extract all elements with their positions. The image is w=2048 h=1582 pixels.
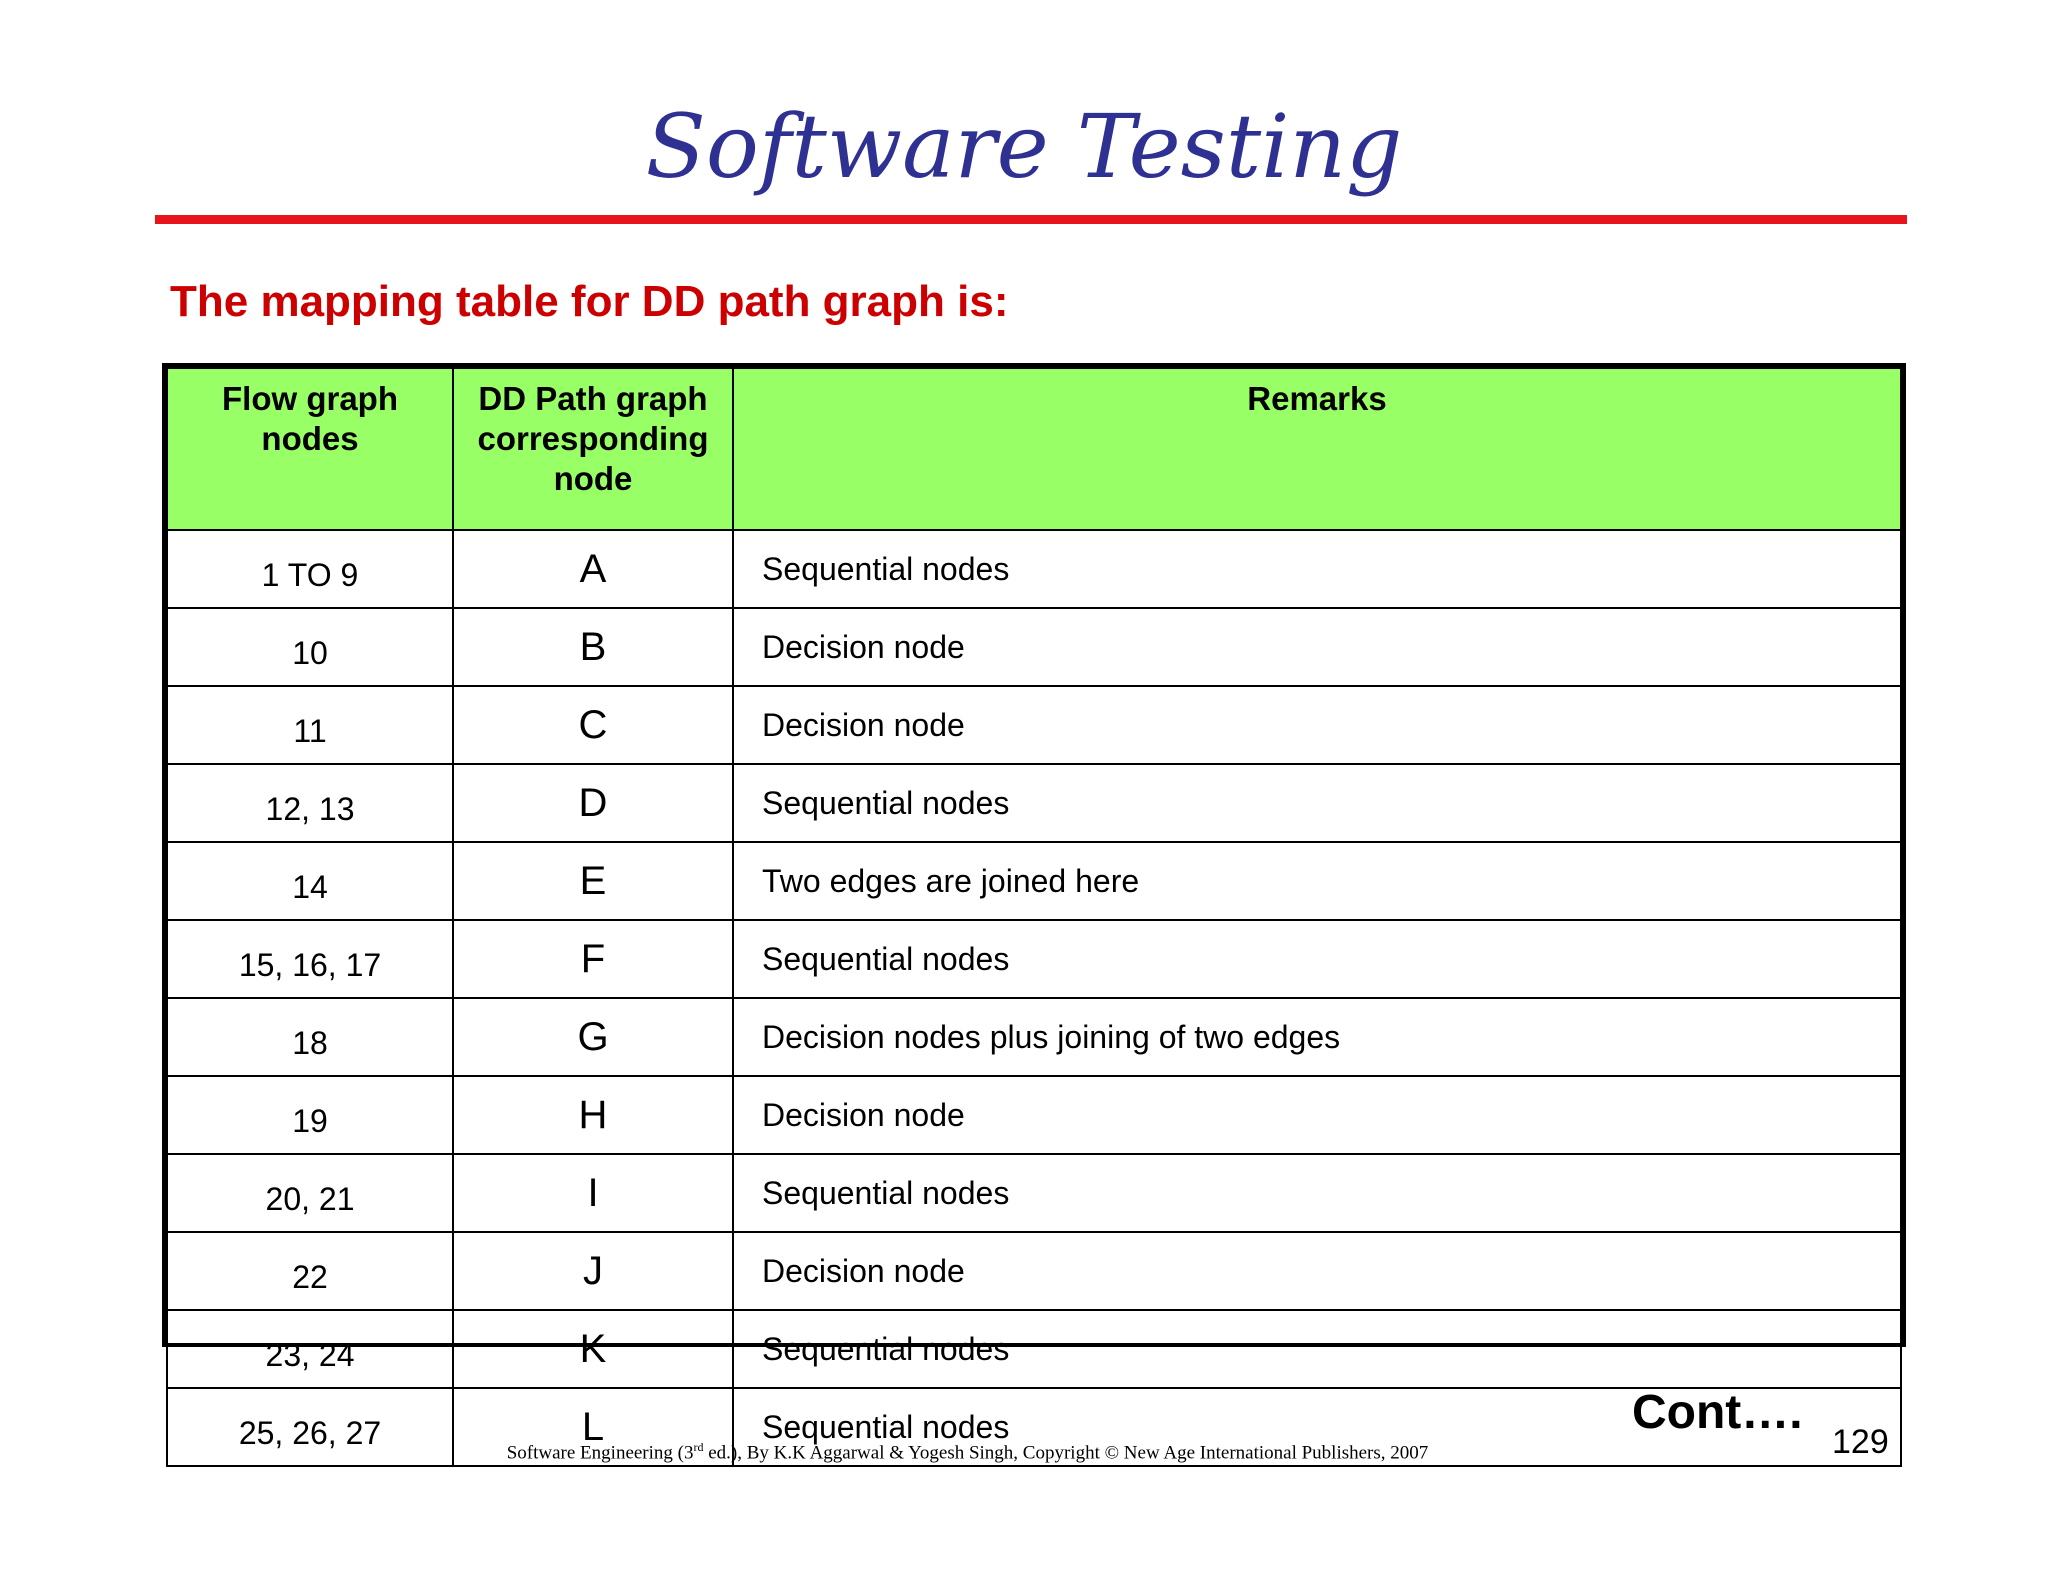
remarks-cell: Two edges are joined here	[733, 842, 1901, 920]
flow-graph-nodes-cell: 10	[167, 608, 453, 686]
table-row	[167, 1076, 1901, 1154]
header-dd-path-node: DD Path graph corresponding node	[453, 368, 733, 530]
continued-label: Cont….	[1632, 1386, 1803, 1439]
mapping-table	[166, 367, 1902, 1467]
footer-text-end: ed.), By K.K Aggarwal & Yogesh Singh, Copyright © New Age International Publishers, 2007	[703, 1442, 1429, 1464]
dd-path-node-cell: E	[453, 842, 733, 920]
table-row	[167, 530, 1901, 608]
table-row	[167, 1232, 1901, 1310]
dd-path-node-cell: F	[453, 920, 733, 998]
remarks-cell: Decision nodes plus joining of two edges	[733, 998, 1901, 1076]
remarks-cell: Sequential nodes	[733, 1154, 1901, 1232]
dd-path-node-cell: L	[453, 1388, 733, 1466]
dd-path-node-cell: C	[453, 686, 733, 764]
remarks-cell: Sequential nodes	[733, 920, 1901, 998]
flow-graph-nodes-cell: 1 TO 9	[167, 530, 453, 608]
slide-title: Software Testing	[645, 95, 1403, 198]
dd-path-node-cell: B	[453, 608, 733, 686]
flow-graph-nodes-cell: 15, 16, 17	[167, 920, 453, 998]
remarks-cell: Sequential nodes	[733, 530, 1901, 608]
table-caption: The mapping table for DD path graph is:	[170, 277, 1009, 326]
table-row	[167, 608, 1901, 686]
header-remarks: Remarks	[733, 368, 1901, 530]
table-row	[167, 842, 1901, 920]
flow-graph-nodes-cell: 25, 26, 27	[167, 1388, 453, 1466]
table-row	[167, 1154, 1901, 1232]
table-row	[167, 998, 1901, 1076]
remarks-cell: Sequential nodes	[733, 764, 1901, 842]
flow-graph-nodes-cell: 11	[167, 686, 453, 764]
flow-graph-nodes-cell: 12, 13	[167, 764, 453, 842]
table-row	[167, 686, 1901, 764]
dd-path-node-cell: G	[453, 998, 733, 1076]
remarks-cell: Decision node	[733, 1076, 1901, 1154]
remarks-cell: Decision node	[733, 686, 1901, 764]
flow-graph-nodes-cell: 23, 24	[167, 1310, 453, 1388]
footer-superscript: rd	[693, 1440, 704, 1454]
flow-graph-nodes-cell: 14	[167, 842, 453, 920]
table-row	[167, 1310, 1901, 1388]
footer-text-start: Software Engineering (3	[506, 1442, 694, 1464]
dd-path-node-cell: H	[453, 1076, 733, 1154]
table-row	[167, 764, 1901, 842]
flow-graph-nodes-cell: 22	[167, 1232, 453, 1310]
header-flow-graph-nodes: Flow graph nodes	[167, 368, 453, 530]
remarks-cell: Decision node	[733, 608, 1901, 686]
page-number: 129	[1832, 1423, 1889, 1461]
table-row	[167, 920, 1901, 998]
remarks-cell: Sequential nodes	[733, 1388, 1901, 1466]
flow-graph-nodes-cell: 20, 21	[167, 1154, 453, 1232]
table-header-row	[167, 368, 1901, 530]
dd-path-node-cell: D	[453, 764, 733, 842]
remarks-cell: Sequential nodes	[733, 1310, 1901, 1388]
copyright-footer	[0, 1435, 1935, 1465]
remarks-cell: Decision node	[733, 1232, 1901, 1310]
dd-path-node-cell: A	[453, 530, 733, 608]
dd-path-node-cell: J	[453, 1232, 733, 1310]
dd-path-node-cell: I	[453, 1154, 733, 1232]
flow-graph-nodes-cell: 19	[167, 1076, 453, 1154]
dd-path-node-cell: K	[453, 1310, 733, 1388]
title-divider	[155, 215, 1907, 224]
flow-graph-nodes-cell: 18	[167, 998, 453, 1076]
